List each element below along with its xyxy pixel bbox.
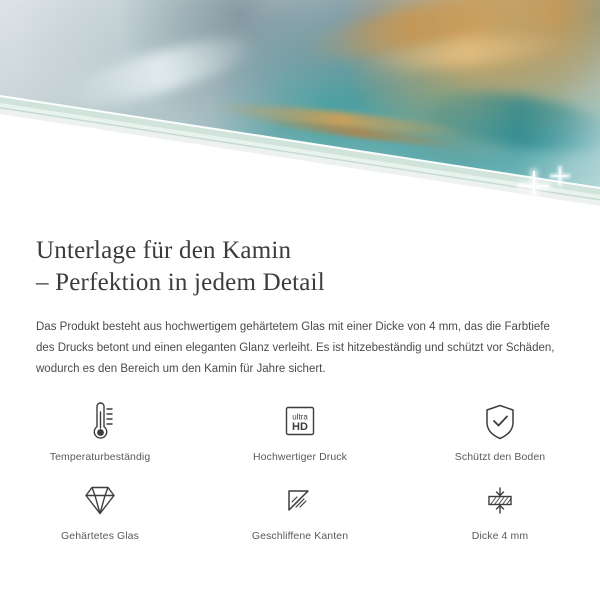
page-title <box>36 235 556 299</box>
ultra-hd-icon <box>277 398 323 444</box>
hero-image <box>0 0 600 215</box>
svg-text:ultra: ultra <box>292 412 308 422</box>
feature-item-polished-edges <box>200 477 400 542</box>
product-description: Das Produkt besteht aus hochwertigem gehärtetem Glas mit einer Dicke von 4 mm, das die Farbtiefe des Drucks betont und einen eleganten Glanz verleiht. Es ist hitzebeständig und schützt vor Schäden, wodurch es den Bereich um den Kamin für Jahre sichert. <box>36 321 555 375</box>
svg-text:HD: HD <box>292 421 308 433</box>
feature-label: Dicke 4 mm <box>471 530 529 542</box>
text-content <box>0 215 600 380</box>
feature-label: Geschliffene Kanten <box>251 530 349 542</box>
feature-grid <box>0 398 600 542</box>
shield-check-icon <box>477 398 523 444</box>
feature-item-tempered-glass <box>0 477 200 542</box>
feature-label: Temperaturbeständig <box>49 451 151 463</box>
thermometer-icon <box>78 398 122 444</box>
feature-item-thickness <box>400 477 600 542</box>
diamond-icon <box>76 477 124 523</box>
marbled-glass-panel-image <box>0 0 600 200</box>
feature-item-print-quality <box>200 398 400 463</box>
feature-item-floor-protection <box>400 398 600 463</box>
feature-label: Gehärtetes Glas <box>61 530 139 542</box>
headline-line-2: – Perfektion in jedem Detail <box>36 269 325 296</box>
feature-label: Hochwertiger Druck <box>253 451 347 463</box>
feature-label: Schützt den Boden <box>454 451 546 463</box>
feature-item-temperature <box>0 398 200 463</box>
thickness-icon <box>477 477 523 523</box>
headline-line-1: Unterlage für den Kamin <box>36 237 292 264</box>
polished-edges-icon <box>277 477 323 523</box>
